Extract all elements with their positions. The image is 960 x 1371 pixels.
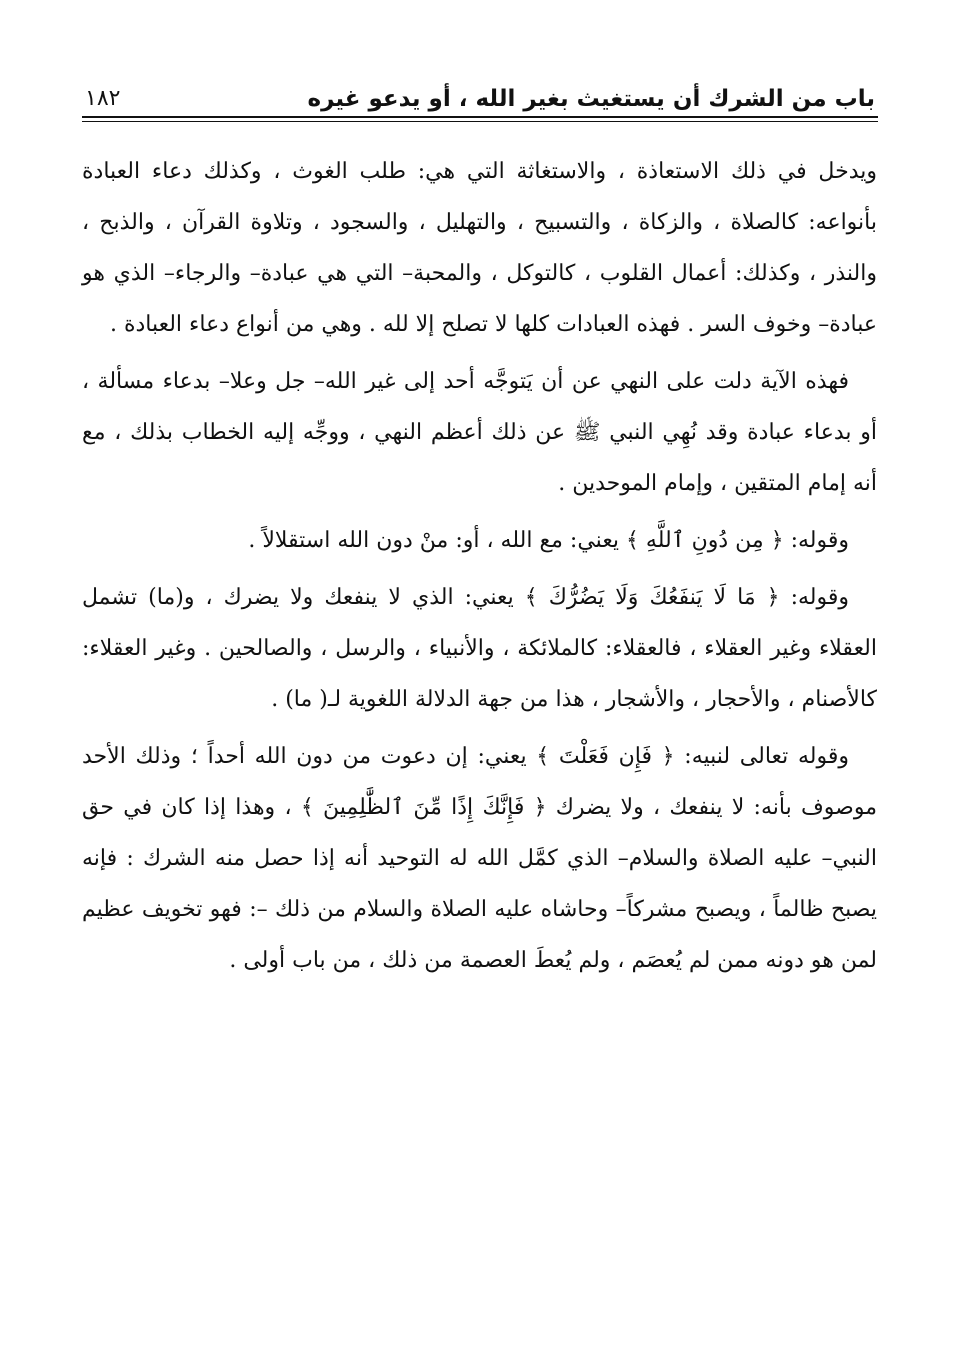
header-rule [82,116,878,118]
paragraph-5: وقوله تعالى لنبيه: ﴿ فَإِن فَعَلْتَ ﴾ يعني: إن دعوت من دون الله أحداً ؛ وذلك الأحد موصوف بأنه: لا ينفعك ، ولا يضرك ﴿ فَإِنَّكَ إِذًا مِّنَ ٱلظَّٰلِمِينَ ﴾ ، وهذا إذا كان في حق النبي– عليه الصلاة والسلام– الذي كمَّل الله له التوحيد أنه إذا حصل منه الشرك : فإنه يصبح ظالماً ، ويصبح مشركاً– وحاشاه عليه الصلاة والسلام من ذلك –: فهو تخويف عظيم لمن هو دونه ممن لم يُعصَم ، ولم يُعطَ العصمة من ذلك ، من باب أولى . [82,744,877,973]
running-title: باب من الشرك أن يستغيث بغير الله ، أو يدعو غيره [307,86,875,112]
paragraph-3: وقوله: ﴿ مِن دُونِ ٱللَّهِ ﴾ يعني: مع الله ، أو: منْ دون الله استقلالاً . [248,528,849,553]
paragraph-1: ويدخل في ذلك الاستعاذة ، والاستغاثة التي هي: طلب الغوث ، وكذلك دعاء العبادة بأنواعه: كالصلاة ، والزكاة ، والتسبيح ، والتهليل ، والسجود ، وتلاوة القرآن ، والذبح ، والنذر ، وكذلك: أعمال القلوب ، كالتوكل ، والمحبة– التي هي عبادة– والرجاء– الذي هو عبادة– وخوف السر . فهذه العبادات كلها لا تصلح إلا لله . وهي من أنواع دعاء العبادة . [82,159,877,337]
paragraph-4: وقوله: ﴿ مَا لَا يَنفَعُكَ وَلَا يَضُرُّكَ ﴾ يعني: الذي لا ينفعك ولا يضرك ، و(ما) تشمل العقلاء وغير العقلاء ، فالعقلاء: كالملائكة ، والأنبياء ، والرسل ، والصالحين . وغير العقلاء: كالأصنام ، والأحجار ، والأشجار ، هذا من جهة الدلالة اللغوية لـ( ما) . [82,585,877,712]
header-rule-thin [82,121,878,122]
running-header [85,78,875,114]
page-number: ١٨٢ [85,86,121,111]
body-text [82,146,877,992]
paragraph-2: فهذه الآية دلت على النهي عن أن يَتوجَّه أحد إلى غير الله– جل وعلا– بدعاء مسألة ، أو بدعاء عبادة وقد نُهِي النبي ﷺ عن ذلك أعظم النهي ، ووجِّه إليه الخطاب بذلك ، مع أنه إمام المتقين ، وإمام الموحدين . [82,369,877,496]
